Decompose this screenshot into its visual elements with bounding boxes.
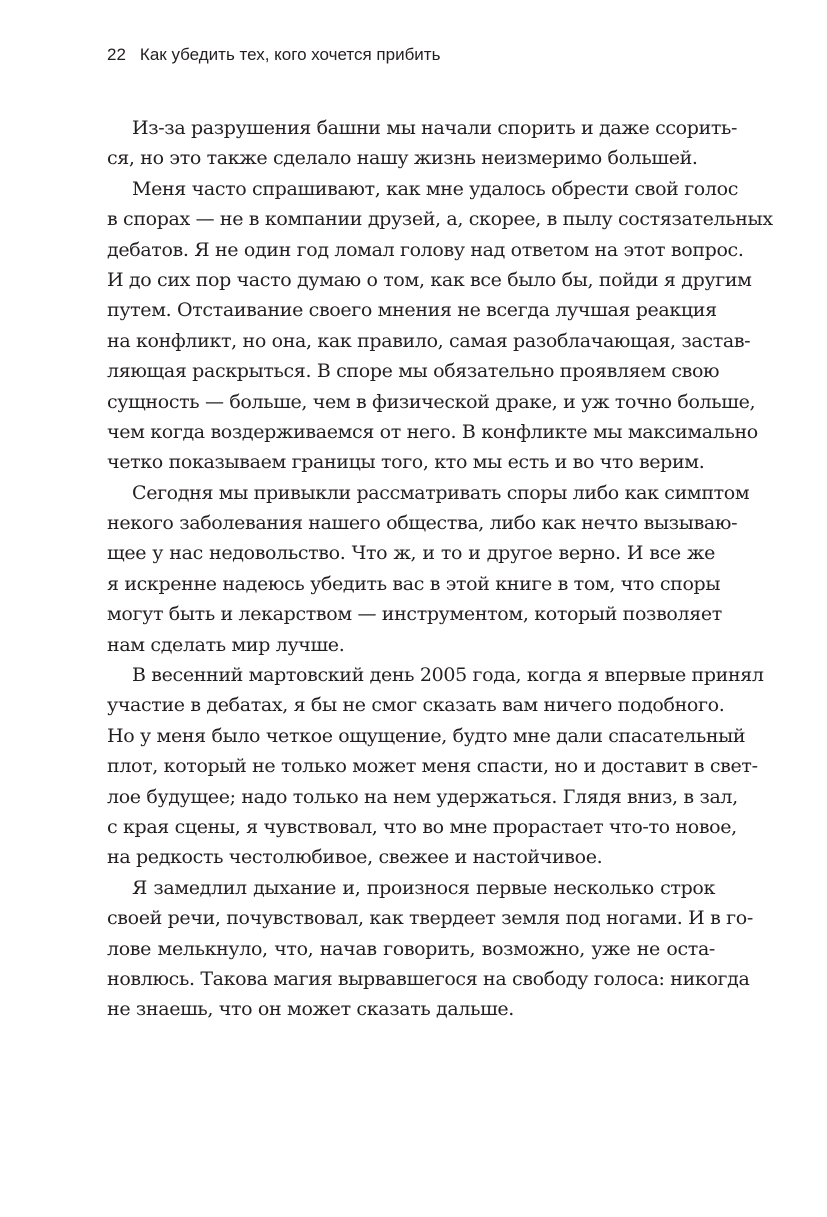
running-head xyxy=(107,43,440,67)
text-line: в спорах — не в компании друзей, а, скорее, в пылу состязательных xyxy=(107,208,773,231)
page-number: 22 xyxy=(107,45,126,64)
text-line: на конфликт, но она, как правило, самая разоблачающая, застав- xyxy=(107,329,751,352)
text-line: на редкость честолюбивое, свежее и настойчивое. xyxy=(107,846,603,869)
text-line: своей речи, почувствовал, как твердеет земля под ногами. И в го- xyxy=(107,907,753,930)
text-line: Меня часто спрашивают, как мне удалось обрести свой голос xyxy=(132,177,738,200)
text-line: нам сделать мир лучше. xyxy=(107,633,345,656)
text-line: я искренне надеюсь убедить вас в этой книге в том, что споры xyxy=(107,572,721,595)
text-line: Из-за разрушения башни мы начали спорить и даже ссорить- xyxy=(132,117,738,139)
text-line: путем. Отстаивание своего мнения не всегда лучшая реакция xyxy=(107,299,717,322)
paragraph xyxy=(107,174,773,478)
text-line: Но у меня было четкое ощущение, будто мне дали спасательный xyxy=(107,724,746,747)
paragraph xyxy=(107,478,750,660)
text-line: Сегодня мы привыкли рассматривать споры либо как симптом xyxy=(132,481,750,504)
text-line: ляющая раскрыться. В споре мы обязательно проявляем свою xyxy=(107,360,720,383)
body-text xyxy=(107,113,773,1025)
text-line: могут быть и лекарством — инструментом, который позволяет xyxy=(107,603,722,626)
text-line: И до сих пор часто думаю о том, как все было бы, пойди я другим xyxy=(107,268,752,291)
text-line: чем когда воздерживаемся от него. В конфликте мы максимально xyxy=(107,420,758,443)
paragraph xyxy=(107,873,753,1025)
text-line: щее у нас недовольство. Что ж, и то и другое верно. И все же xyxy=(107,542,715,565)
text-line: лое будущее; надо только на нем удержаться. Глядя вниз, в зал, xyxy=(107,785,738,808)
paragraph xyxy=(107,660,764,873)
text-line: не знаешь, что он может сказать дальше. xyxy=(107,998,514,1021)
text-line: плот, который не только может меня спасти, но и доставит в свет- xyxy=(107,755,758,778)
text-line: ся, но это также сделало нашу жизнь неизмеримо большей. xyxy=(107,147,698,170)
text-line: дебатов. Я не один год ломал голову над ответом на этот вопрос. xyxy=(107,238,744,261)
text-line: некого заболевания нашего общества, либо как нечто вызываю- xyxy=(107,512,738,535)
text-line: лове мелькнуло, что, начав говорить, возможно, уже не оста- xyxy=(107,937,715,960)
text-line: Я замедлил дыхание и, произнося первые несколько строк xyxy=(132,876,715,899)
running-title: Как убедить тех, кого хочется прибить xyxy=(139,45,441,64)
text-line: В весенний мартовский день 2005 года, когда я впервые принял xyxy=(132,664,764,687)
text-line: новлюсь. Такова магия вырвавшегося на свободу голоса: никогда xyxy=(107,967,750,990)
text-line: сущность — больше, чем в физической драке, и уж точно больше, xyxy=(107,390,756,413)
text-line: с края сцены, я чувствовал, что во мне прорастает что-то новое, xyxy=(107,815,737,838)
paragraph xyxy=(107,113,738,174)
text-line: участие в дебатах, я бы не смог сказать вам ничего подобного. xyxy=(107,694,725,717)
text-line: четко показываем границы того, кто мы есть и во что верим. xyxy=(107,451,705,474)
